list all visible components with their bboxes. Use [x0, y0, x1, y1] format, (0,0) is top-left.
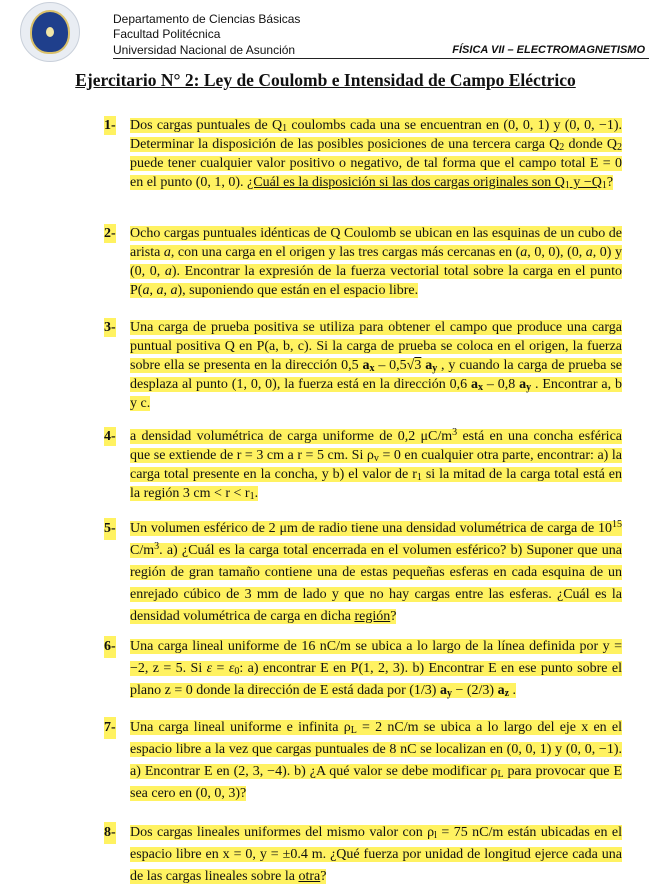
exercise-number: 7- — [104, 717, 116, 739]
exercise-number: 4- — [104, 429, 116, 444]
exercise-6 — [104, 636, 622, 702]
exercise-text: Un volumen esférico de 2 μm de radio tiene una densidad volumétrica de carga de $10^{15}$ $C/m^3$. a) ¿Cuál es la carga total encerrada en el volumen esférico? b) Suponer que una región de gran tamaño contiene una de estas pequeñas esferas en cada esquina de un enrejado cúbico de 3 mm de lado y que no hay cargas entre las esferas. ¿Cuál es la densidad volumétrica de carga en dicha región? — [130, 519, 622, 624]
course-label: FÍSICA VII – ELECTROMAGNETISMO — [452, 44, 645, 56]
exercise-number: 3- — [104, 320, 116, 335]
exercise-5 — [104, 518, 622, 628]
faculty-label: Facultad Politécnica — [113, 27, 221, 41]
exercise-text: Una carga de prueba positiva se utiliza para obtener el campo que produce una carga puntual positiva Q en P(a, b, c). Si la carga de prueba se coloca en el origen, la fuerza sobre ella se presenta en la dirección 0,5 $a_x - 0,5√3$ $a_y$ , y cuando la carga de prueba se desplaza al punto (1, 0, 0), la fuerza está en la dirección 0,6 $a_x - 0,8$ $a_y$ . Encontrar a, b y c. — [130, 320, 622, 411]
exercise-text: Dos cargas lineales uniformes del mismo valor con $\rho_l = 75$ nC/m están ubicadas en el espacio libre en x = 0, y = ±0.4 m. ¿Qué fuerza por unidad de longitud ejerce cada una de las cargas lineales sobre la otra? — [130, 825, 622, 884]
exercise-number: 8- — [104, 822, 116, 844]
exercise-number: 1- — [104, 118, 116, 133]
exercise-text: Ocho cargas puntuales idénticas de Q Coulomb se ubican en las esquinas de un cubo de arista a, con una carga en el origen y las tres cargas más cercanas en (a, 0, 0), (0, a, 0) y (0, 0, a). Encontrar la expresión de la fuerza vectorial total sobre la carga en el punto P(a, a, a), suponiendo que están en el espacio libre. — [130, 226, 622, 298]
exercise-7 — [104, 717, 622, 805]
page-title: Ejercitario N° 2: Ley de Coulomb e Intensidad de Campo Eléctrico — [75, 70, 576, 90]
exercise-text: Una carga lineal uniforme e infinita $\rho_L = 2$ nC/m se ubica a lo largo del eje x en el espacio libre a la vez que cargas puntuales de 8 nC se localizan en (0, 0, 1) y (0, 0, −1). a) Encontrar E en (2, 3, −4). b) ¿A qué valor se debe modificar $\rho_L$ para provocar que E sea cero en (0, 0, 3)? — [130, 720, 623, 801]
exercise-8 — [104, 822, 622, 888]
header-divider — [113, 58, 649, 59]
seal-emblem-icon — [30, 10, 70, 54]
exercise-3 — [104, 318, 622, 413]
exercise-number: 2- — [104, 226, 116, 241]
exercise-1 — [104, 116, 622, 192]
exercise-text: Una carga lineal uniforme de 16 nC/m se ubica a lo largo de la línea definida por y = −2, z = 5. Si $\varepsilon = \varepsilon_0$: a) encontrar E en P(1, 2, 3). b) Encontrar E en ese punto sobre el plano z = 0 donde la dirección de E está dada por (1/3) $a_y - (2/3)$ $a_z$ . — [130, 639, 622, 699]
department-label: Departamento de Ciencias Básicas — [113, 12, 301, 26]
exercise-2 — [104, 224, 622, 300]
university-seal — [20, 2, 80, 62]
exercise-text: a densidad volumétrica de carga uniforme de 0,2 $\mu C/m^3$ está en una concha esférica que se extiende de r = 3 cm a r = 5 cm. Si $\rho_v = 0$ en cualquier otra parte, encontrar: a) la carga total presente en la concha, y b) el valor de $r_1$ si la mitad de la carga total está en la región 3 cm < $r < r_1$. — [130, 427, 622, 502]
exercise-4 — [104, 427, 622, 503]
university-label: Universidad Nacional de Asunción — [113, 43, 296, 57]
exercise-number: 5- — [104, 518, 116, 540]
exercise-number: 6- — [104, 636, 116, 658]
exercise-text: Dos cargas puntuales de $Q_1$ coulombs cada una se encuentran en (0, 0, 1) y (0, 0, −1). Determinar la disposición de las posibles posiciones de una tercera carga $Q_2$ donde $Q_2$ puede tener cualquier valor positivo o negativo, de tal forma que el campo total E = 0 en el punto (0, 1, 0). ¿Cuál es la disposición si las dos cargas originales son $Q_1$ $y -Q_1$? — [130, 118, 623, 191]
